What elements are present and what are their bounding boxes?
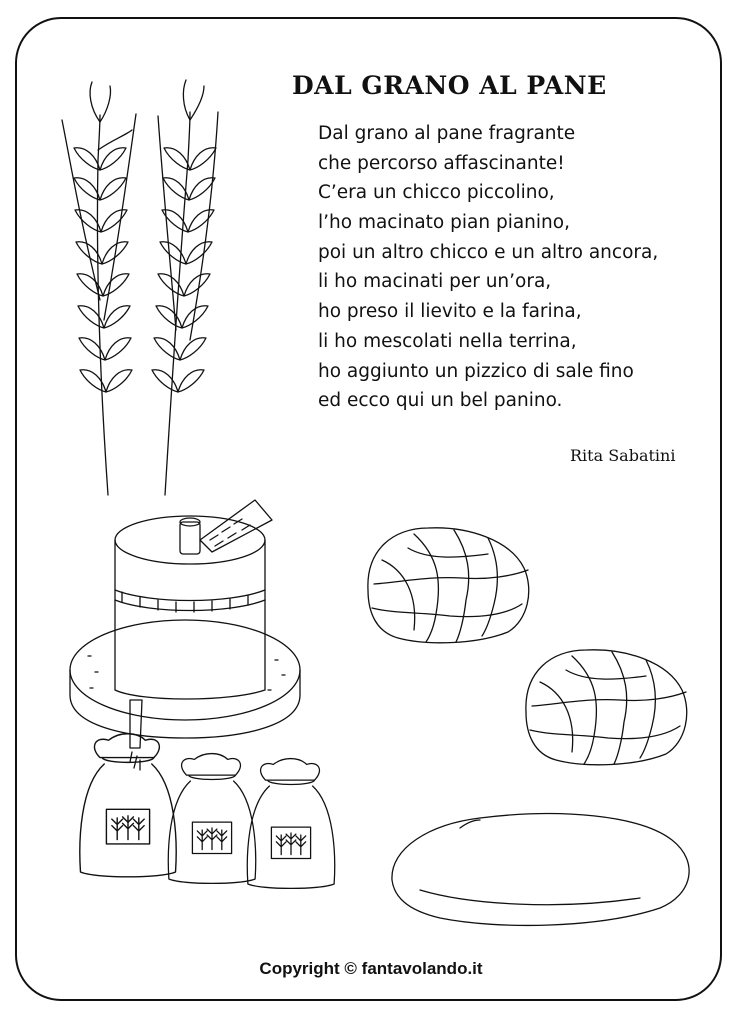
- poem-line: Dal grano al pane fragrante: [318, 123, 576, 144]
- poem-line: ed ecco qui un bel panino.: [318, 390, 563, 412]
- bread-loaf-icon: [392, 814, 689, 926]
- poem-line: li ho mescolati nella terrina,: [318, 330, 577, 352]
- wheat-ears-icon: [62, 80, 218, 495]
- millstone-icon: [70, 500, 300, 770]
- poem-line: li ho macinati per un’ora,: [318, 271, 552, 293]
- poem-line: C’era un chicco piccolino,: [318, 182, 555, 204]
- flour-sack-icon: [80, 734, 335, 889]
- wheat-ear-right: [152, 148, 216, 392]
- poem-title: DAL GRANO AL PANE: [292, 71, 607, 100]
- copyright-notice: Copyright © fantavolando.it: [259, 959, 483, 978]
- poem-line: che percorso affascinante!: [318, 152, 565, 174]
- poem-line: ho preso il lievito e la farina,: [318, 301, 582, 323]
- poem-line: l’ho macinato pian pianino,: [318, 212, 570, 234]
- wheat-ear-left: [74, 148, 132, 392]
- bread-roll-icon: [368, 528, 687, 765]
- poem-author: Rita Sabatini: [570, 446, 676, 465]
- poem-line: ho aggiunto un pizzico di sale fino: [318, 360, 634, 382]
- poem-line: poi un altro chicco e un altro ancora,: [318, 241, 659, 263]
